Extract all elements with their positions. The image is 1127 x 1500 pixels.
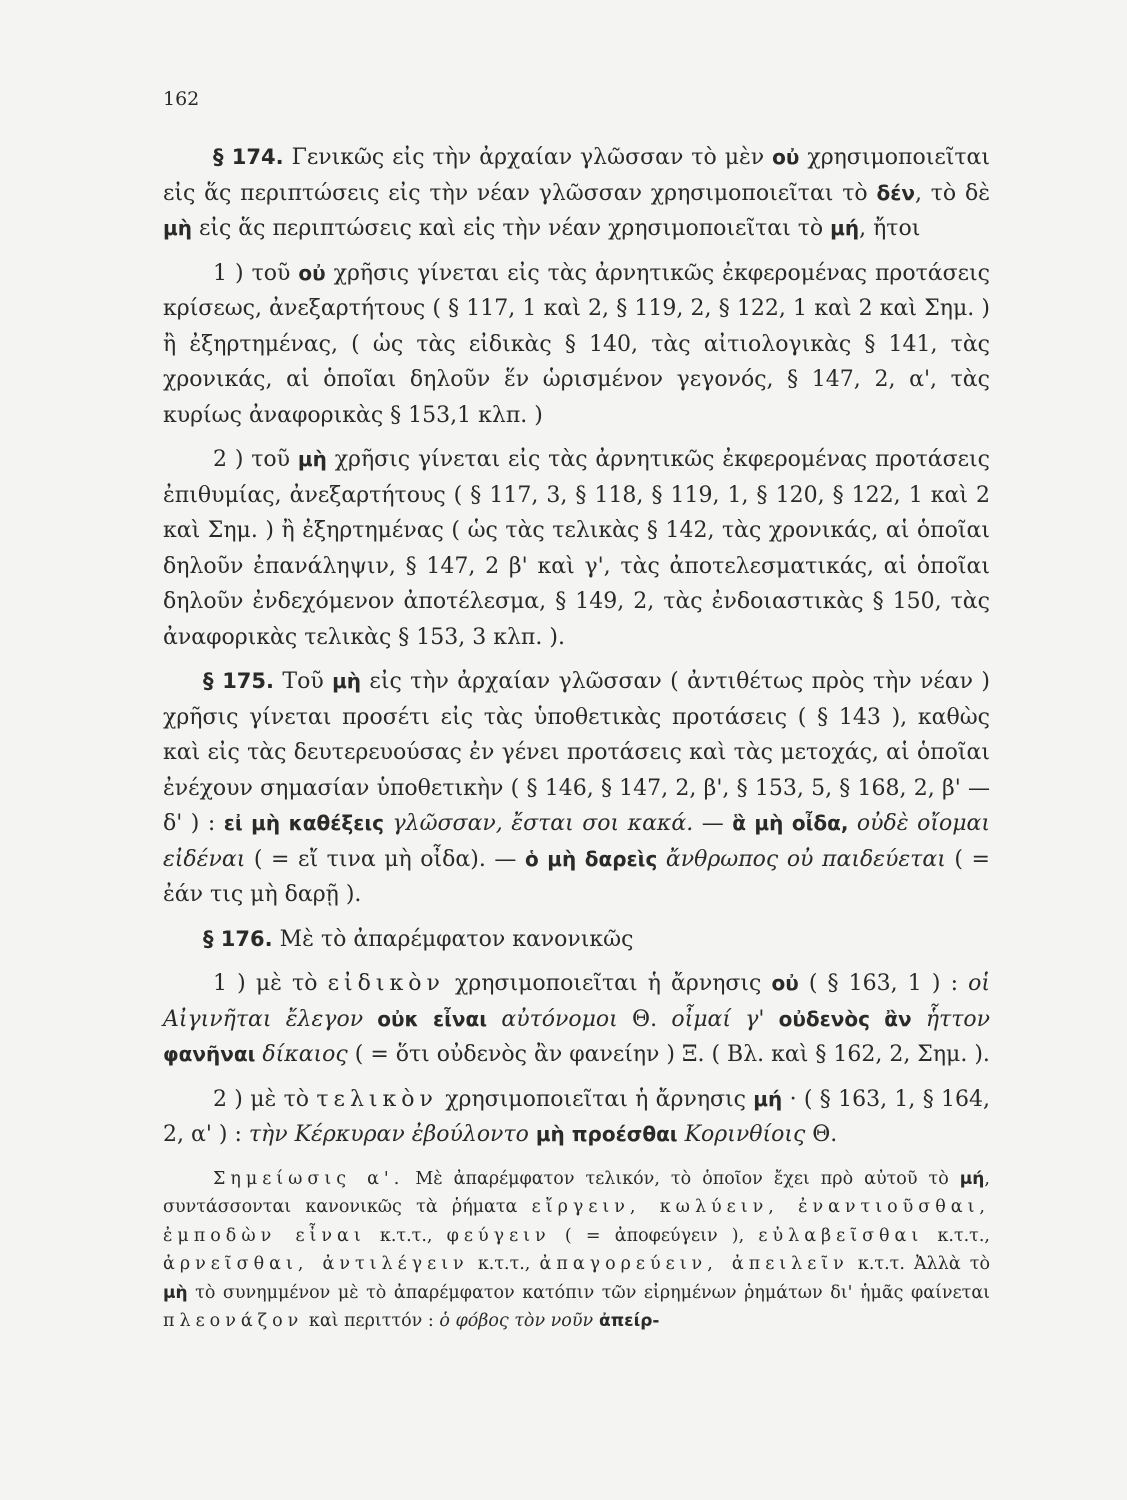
bold-term: μή (959, 1168, 985, 1189)
text: εἰς ἅς περιπτώσεις καὶ εἰς τὴν νέαν χρησιμοποιεῖται τὸ (191, 216, 831, 241)
text: χρησιμοποιεῖται ἡ ἄρνησις (444, 971, 772, 996)
text: , ἤτοι (859, 216, 921, 241)
text: ( = ὅτι οὐδενὸς ἂν φανείην ) Ξ. ( Βλ. καὶ § 162, 2, Σημ. ). (347, 1042, 990, 1067)
spaced-term: ἀρνεῖσθαι, ἀντιλέγειν (163, 1254, 469, 1274)
spaced-term: εὐλαβεῖσθαι (758, 1225, 924, 1246)
text: 1 ) μὲ τὸ (213, 971, 328, 996)
spaced-term: εἴργειν, κωλύειν, ἐναντιοῦσθαι, ἐμποδὼν εἶναι (163, 1197, 990, 1246)
spaced-term: ἀπαγορεύειν, ἀπειλεῖν (539, 1254, 849, 1274)
text: κ.τ.τ., (468, 1254, 540, 1274)
paragraph-174-item-2 (163, 442, 990, 655)
bold-example: ὁ μὴ δαρεὶς (524, 846, 658, 871)
bold-term: δέν (876, 180, 915, 205)
text: ( § 163, 1 ) : (798, 971, 969, 996)
bold-example: φανῆναι (163, 1042, 256, 1066)
text: 2 ) τοῦ (213, 447, 298, 472)
paragraph-176-item-2 (163, 1082, 990, 1153)
text: , συντάσσονται κανονικῶς τὰ ῥήματα (163, 1168, 990, 1217)
bold-example: οὐκ εἶναι (363, 1006, 488, 1031)
text: τὸ συνημμένον μὲ τὸ ἀπαρέμφατον κατόπιν τῶν εἰρημένων ῥημάτων δι' ἡμᾶς φαίνεται (187, 1282, 990, 1303)
text: χρῆσις γίνεται εἰς τὰς ἀρνητικῶς ἐκφερομένας προτάσεις ἐπιθυμίας, ἀνεξαρτήτους ( § 117, 3, § 118, § 119, 1, § 120, § 122, 1 καὶ 2 καὶ Σημ. ) ἢ ἐξηρτημένας ( ὡς τὰς τελικὰς § 142, τὰς χρονικάς, αἱ ὁποῖαι δηλοῦν ἐπανάληψιν, § 147, 2 β' καὶ γ', τὰς ἀποτελεσματικάς, αἱ ὁποῖαι δηλοῦν ἐνδεχόμενον ἀποτέλεσμα, § 149, 2, τὰς ἐνδοιαστικὰς § 150, τὰς ἀναφορικὰς τελικὰς § 153, 3 κλπ. ). (163, 447, 990, 650)
text: Μὲ τὸ ἀπαρέμφατον κανονικῶς (272, 926, 634, 952)
bold-term: μή (830, 216, 860, 240)
bold-term: μὴ (163, 216, 192, 240)
text: 2 ) μὲ τὸ (213, 1086, 317, 1112)
bold-term: μὴ (163, 1282, 188, 1303)
text: ( = ἀποφεύγειν ), (550, 1225, 759, 1246)
text: κ.τ.τ., (923, 1225, 990, 1246)
text: ( = ἐάν τις μὴ δαρῇ ). (163, 846, 990, 907)
text: ( = εἴ τινα μὴ οἶδα). — (245, 846, 525, 872)
text-body (163, 140, 990, 1336)
spaced-term: πλεονάζον (163, 1311, 304, 1331)
bold-term: μὴ (332, 669, 362, 693)
italic-example: οἶμαί γ' (671, 1006, 765, 1032)
bold-example: οὐδενὸς ἂν (764, 1006, 912, 1031)
section-number: § 175. (203, 669, 275, 693)
spaced-term: εἰδικὸν (327, 971, 445, 996)
italic-example: οἱ Αἰγινῆται ἔλεγον (163, 971, 991, 1032)
bold-term: οὐ (771, 971, 799, 995)
spaced-term: φεύγειν (446, 1225, 551, 1246)
text: χρησιμοποιεῖται ἡ ἄρνησις (437, 1086, 754, 1112)
text: Γενικῶς εἰς τὴν ἀρχαίαν γλῶσσαν τὸ μὲν (283, 145, 773, 170)
italic-example: δίκαιος (255, 1042, 348, 1067)
section-number: § 176. (203, 926, 273, 951)
text: κ.τ.τ. Ἀλλὰ τὸ (848, 1254, 990, 1274)
spaced-term: τελικὸν (316, 1086, 438, 1112)
italic-example: γλῶσσαν, ἔσται σοι κακά. (384, 811, 694, 836)
paragraph-176-item-1 (163, 966, 990, 1073)
italic-example: τὴν Κέρκυραν ἐβούλοντο (248, 1122, 529, 1147)
italic-example: ἄνθρωπος οὐ παιδεύεται (657, 846, 946, 872)
text: , τὸ δὲ (914, 180, 991, 206)
italic-example: Κορινθίοις (677, 1122, 806, 1147)
note-heading: Σημείωσις α'. (213, 1168, 405, 1189)
bold-example: ἀπείρ- (593, 1311, 660, 1331)
text: Θ. (617, 1006, 672, 1032)
bold-term: οὐ (772, 145, 800, 169)
page-number: 162 (163, 88, 200, 110)
text: καὶ περιττόν : (303, 1311, 440, 1331)
bold-example: εἰ μὴ καθέξεις (223, 811, 385, 835)
section-number: § 174. (213, 145, 284, 169)
paragraph-176 (163, 922, 990, 958)
text: Θ. (805, 1122, 838, 1147)
paragraph-174 (163, 140, 990, 247)
text: 1 ) τοῦ (213, 260, 299, 286)
text: · ( § 163, 1, § 164, 2, α' ) : (163, 1086, 990, 1147)
bold-example: ἃ μὴ οἶδα, (732, 811, 849, 835)
paragraph-174-item-1 (163, 256, 990, 434)
note-paragraph (163, 1165, 990, 1336)
text: χρησιμοποιεῖται εἰς ἅς περιπτώσεις εἰς τὴν νέαν γλῶσσαν χρησιμοποιεῖται τὸ (163, 145, 990, 206)
bold-term: μή (753, 1086, 783, 1111)
text: εἰς τὴν ἀρχαίαν γλῶσσαν ( ἀντιθέτως πρὸς τὴν νέαν ) χρῆσις γίνεται προσέτι εἰς τὰς ὑποθετικὰς προτάσεις ( § 143 ), καθὼς καὶ εἰς τὰς δευτερευούσας ἐν γένει προτάσεις καὶ τὰς μετοχάς, αἱ ὁποῖαι ἐνέχουν σημασίαν ὑποθετικὴν ( § 146, § 147, 2, β', § 153, 5, § 168, 2, β' — δ' ) : (163, 669, 991, 836)
italic-example: ὁ φόβος τὸν νοῦν (439, 1311, 594, 1331)
italic-example: ἧττον (911, 1006, 990, 1032)
text: Μὲ ἀπαρέμφατον τελικόν, τὸ ὁποῖον ἔχει πρὸ αὐτοῦ τὸ (404, 1168, 960, 1189)
text: — (693, 811, 733, 836)
text: χρῆσις γίνεται εἰς τὰς ἀρνητικῶς ἐκφερομένας προτάσεις κρίσεως, ἀνεξαρτήτους ( § 117, 1 καὶ 2, § 119, 2, § 122, 1 καὶ 2 καὶ Σημ. ) ἢ ἐξηρτημένας, ( ὡς τὰς εἰδικὰς § 140, τὰς αἰτιολογικὰς § 141, τὰς χρονικάς, αἱ ὁποῖαι δηλοῦν ἕν ὡρισμένον γεγονός, § 147, 2, α', τὰς κυρίως ἀναφορικὰς § 153,1 κλπ. ) (163, 260, 990, 428)
bold-term: οὐ (298, 260, 326, 285)
text: Τοῦ (274, 669, 333, 694)
bold-example: μὴ προέσθαι (528, 1122, 678, 1146)
italic-example: αὐτόνομοι (487, 1006, 618, 1032)
paragraph-175 (163, 664, 990, 913)
italic-example: οὐδὲ οἴομαι εἰδέναι (163, 811, 990, 872)
text: κ.τ.τ., (365, 1225, 447, 1246)
bold-term: μὴ (297, 447, 327, 471)
